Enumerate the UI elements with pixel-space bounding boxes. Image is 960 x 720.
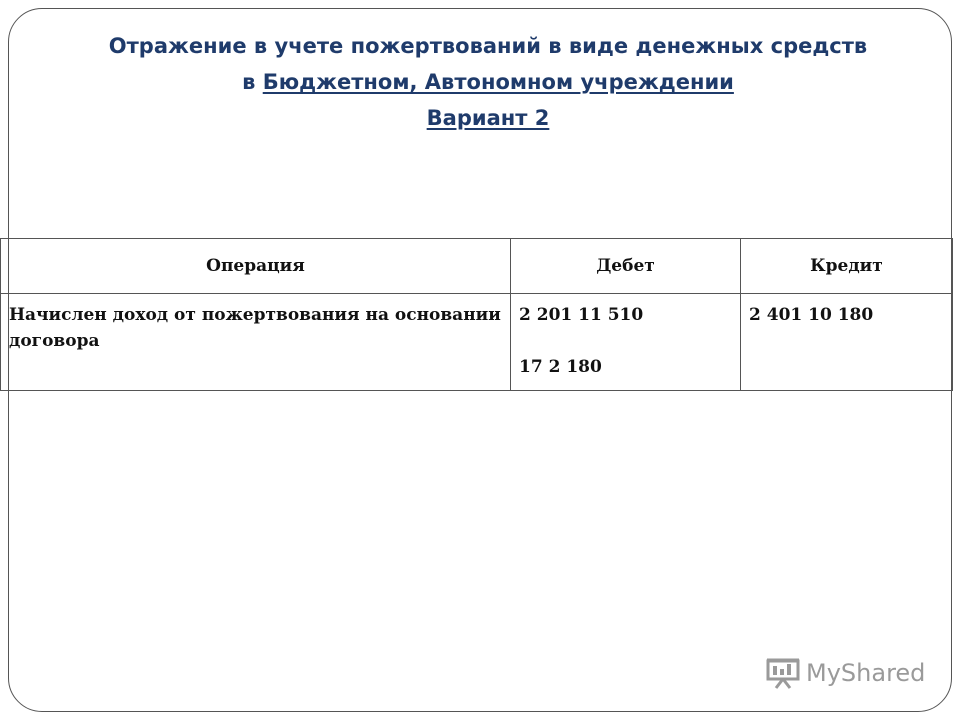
header-credit: Кредит [741, 239, 953, 294]
cell-credit: 2 401 10 180 [741, 294, 953, 391]
table-row [1, 294, 953, 391]
debit-account-2: 17 2 180 [519, 357, 602, 377]
header-operation: Операция [1, 239, 511, 294]
cell-operation: Начислен доход от пожертвования на основании договора [1, 294, 511, 391]
header-debit: Дебет [511, 239, 741, 294]
title-line-2-prefix: в [242, 70, 263, 94]
slide-title [20, 28, 956, 136]
title-line-1: Отражение в учете пожертвований в виде денежных средств [108, 34, 868, 58]
accounting-table [0, 238, 953, 391]
title-line-3 [20, 100, 956, 136]
watermark [766, 656, 925, 690]
variant-label: Вариант 2 [426, 106, 550, 130]
table-header-row [1, 239, 953, 294]
debit-account-1: 2 201 11 510 [519, 305, 644, 325]
presentation-board-icon [766, 657, 800, 689]
cell-debit [511, 294, 741, 391]
watermark-text: MyShared [806, 659, 926, 687]
title-line-2-underlined: Бюджетном, Автономном учреждении [262, 70, 734, 94]
title-line-2 [20, 64, 956, 100]
